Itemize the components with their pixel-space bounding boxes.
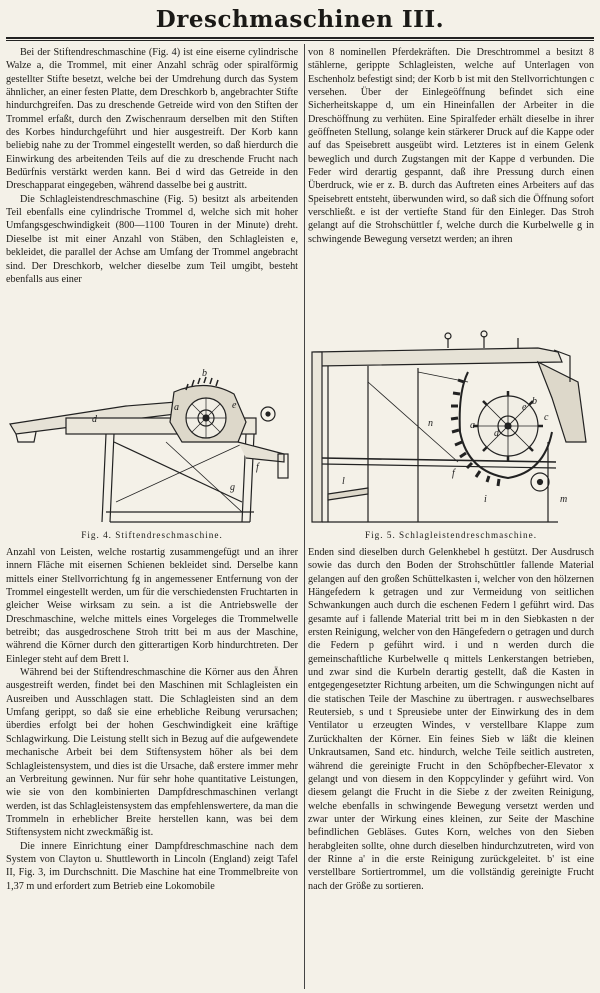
- fig5-label-d: d: [494, 428, 499, 439]
- figure-stiftendreschmaschine: [6, 362, 298, 530]
- paragraph: Die innere Einrichtung einer Dampfdreschmaschine nach dem System von Clayton u. Shuttleworth in Lincoln (England) zeigt Tafel II, Fig. 3, im Durchschnitt. Die Maschine hat eine Trommelbreite von 1,37 m und erfordert zum Betrieb eine Lokomobile: [6, 840, 298, 892]
- fig4-label-d: d: [92, 414, 97, 425]
- fig5-label-m: m: [560, 494, 568, 505]
- paragraph: Bei der Stiftendreschmaschine (Fig. 4) ist eine eiserne cylindrische Walze a, die Trommel, mit einer Anzahl schräg oder spiralförmig gestellter Stifte besetzt, welche bei der Umdrehung durch das System ähnlicher, an einer festen Platte, dem Dreschkorb b, angebrachter Stifte hindurchgreifen. Das zu dreschende Getreide wird von den Stiften der Trommel erfaßt, durch den Zwischenraum derselben mit den Stiften des Korbes hindurchgeführt und hier ausgestreift. Der Korb kann beliebig nahe zu der Trommel eingestellt werden, so daß hierdurch die Einwirkung des arbeitenden Teils auf die zu dreschende Frucht nach Bedürfnis verstärkt werden kann. Bei d wird das Getreide in den Dreschapparat eingegeben, während dasselbe bei g austritt.: [6, 47, 298, 192]
- text-block-left-bottom: [6, 546, 298, 988]
- figure-4-drawing: [6, 362, 298, 530]
- paragraph: von 8 nominellen Pferdekräften. Die Dreschtrommel a besitzt 8 stählerne, gerippte Schlagleisten, welche auf Unterlagen von Eschenholz befestigt sind; der Korb b ist mit den Stellvorrichtungen c versehen. Über der Einlegeöffnung befindet sich eine Sicherheitskappe d, um ein Hineinfallen der Arbeiter in die Dreschöffnung zu verhüten. Eine Spiralfeder erhält dieselbe in ihrer geöffneten Stellung, solange kein stärkerer Druck auf die Kappe oder auf das Speisebrett ausgeübt wird. Letzteres ist in einem Gelenk beweglich und durch Zugstangen mit der Kappe d verbunden. Die Feder wird derartig gespannt, daß ihre Pressung durch einen Überdruck, wie er z. B. durch das Auftreten eines Arbeiters auf das Speisebrett entsteht, überwunden wird, so daß sich die Öffnung sofort verschließt. e ist der vertiefte Stand für den Einleger. Das Stroh gelangt auf die Strohschüttler f, welche durch die Kurbelwelle g in schwingende Bewegung versetzt werden; an ihren: [308, 47, 594, 245]
- fig5-label-l: l: [342, 476, 345, 487]
- text-block-left-top: [6, 46, 298, 366]
- fig4-label-f: f: [256, 462, 259, 473]
- paragraph: Anzahl von Leisten, welche rostartig zusammengefügt und an ihrer innern Fläche mit eisernen Schienen bekleidet sind. Derselbe kann mittels einer Stellvorrichtung fg in angemessener Entfernung von der Trommel eingestellt werden, um für die verschiedensten Fruchtarten in gleicher Weise wirksam zu sein. a ist die Antriebswelle der Dreschmaschine, welche mittels eines Vorgeleges die Trommelwelle betreibt; das ausgedroschene Stroh tritt bei m aus der Maschine, während die Körner durch den gitterartigen Korb hindurchtreten. Der Einleger steht auf dem Brett l.: [6, 547, 298, 665]
- fig5-label-c: c: [544, 412, 549, 423]
- fig5-label-b: b: [532, 396, 537, 407]
- figure-5-drawing: [308, 322, 594, 530]
- paragraph: Enden sind dieselben durch Gelenkhebel h gestützt. Der Ausdrusch sowie das durch den Boden der Strohschüttler fallende Material gelangen auf den großen Schüttelkasten i, welcher von den hölzernen Hängefedern k getragen und zur Vermeidung von seitlichen Schwankungen auch durch die eschenen Federn l geführt wird. Das gesamte auf i fallende Material tritt bei m in den Siebkasten n der ersten Reinigung, welcher von den Hängefedern o getragen und durch die Federn p geführt wird. i und n werden durch die gemeinschaftliche Kurbelwelle q mittels Lenkerstangen betrieben, und zwar sind die Kurbeln derartig gestellt, daß die Kasten in entgegengesetzter Richtung arbeiten, um die Schwingungen nicht auf die statischen Teile der Maschine zu übertragen. r auswechselbares Reutersieb, s und t Spreusiebe unter der Einwirkung des in dem Ventilator u erzeugten Windes, v verstellbare Klappe zum Zurückhalten der Körner. Ein feines Sieb w läßt die kleinen Unkrautsamen, Sand etc. hindurch, welche Teile seitlich austreten, während die gereinigte Frucht in den Schöpfbecher-Elevator x gelangt und von diesem in den Koppcylinder y geführt wird. Von diesem gelangt die Frucht in die Siebe z der zweiten Reinigung, welche ebenfalls in schwingende Bewegung versetzt werden und zwar unter der Wirkung eines kleinen, zur Seite der Maschine befindlichen Gebläses. Gutes Korn, welches von den Sieben herabgleiten sollte, ohne durch dieselben hindurchzutreten, wird von der Rinne a' in die erste Reinigung zurückgeleitet. b' ist eine verstellbare Sortiertrommel, um die vollständig gereinigte Frucht nach der Größe zu sortieren.: [308, 547, 594, 892]
- figure-5-caption: Fig. 5. Schlagleistendreschmaschine.: [365, 530, 537, 540]
- fig5-label-n: n: [428, 418, 433, 429]
- title-rule-thin: [6, 40, 594, 41]
- column-divider: [304, 44, 305, 989]
- fig4-label-e: e: [232, 400, 237, 411]
- fig5-label-a: a: [470, 420, 475, 431]
- text-block-right-top: [308, 46, 594, 322]
- fig5-label-e: e: [522, 402, 527, 413]
- fig4-label-b: b: [202, 368, 207, 379]
- paragraph: Während bei der Stiftendreschmaschine die Körner aus den Ähren ausgestreift werden, findet bei den Maschinen mit Schlagleisten ein Ausreiben und Ausschlagen statt. Die Schlagleisten sind an dem Umfang gerippt, so daß sie eine erhebliche Reibung verursachen; überdies erfolgt bei der hohen Geschwindigkeit eine kräftige Schlagwirkung. Die Leistung stellt sich in Bezug auf die aufgewendete mechanische Arbeit bei dem Stiftensystem höher als bei dem Schlagleistensystem, und dies ist die Ursache, daß erstere immer mehr an Verbreitung gewinnen. Nur für sehr hohe quantitative Leistungen, wie sie von den kombinierten Dampfdreschmaschinen verlangt werden, ist das Schlagleistensystem das empfehlenswertere, da man die Trommeln in erheblicher Breite herstellen kann, was bei dem Stiftensystem nicht zweckmäßig ist.: [6, 667, 298, 839]
- fig4-label-g: g: [230, 482, 235, 493]
- title-rule-thick: [6, 37, 594, 39]
- fig5-label-f: f: [452, 468, 455, 479]
- fig5-label-i: i: [484, 494, 487, 505]
- fig4-label-a: a: [174, 402, 179, 413]
- page-title: Dreschmaschinen III.: [155, 6, 445, 33]
- figure-4-caption: Fig. 4. Stiftendreschmaschine.: [81, 530, 223, 540]
- text-block-right-bottom: [308, 546, 594, 988]
- paragraph: Die Schlagleistendreschmaschine (Fig. 5) besitzt als arbeitenden Teil ebenfalls eine cylindrische Trommel d, welche sich mit hoher Umfangsgeschwindigkeit (800—1100 Touren in der Minute) dreht. Dieselbe ist mit einer Anzahl von Stäben, den Schlagleisten e, bekleidet, die parallel der Achse am Umfang der Trommel angebracht sind. Der Dreschkorb, welcher dieselbe zum Teil umgibt, besteht ebenfalls aus einer: [6, 193, 298, 285]
- figure-schlagleistendreschmaschine: [308, 322, 594, 530]
